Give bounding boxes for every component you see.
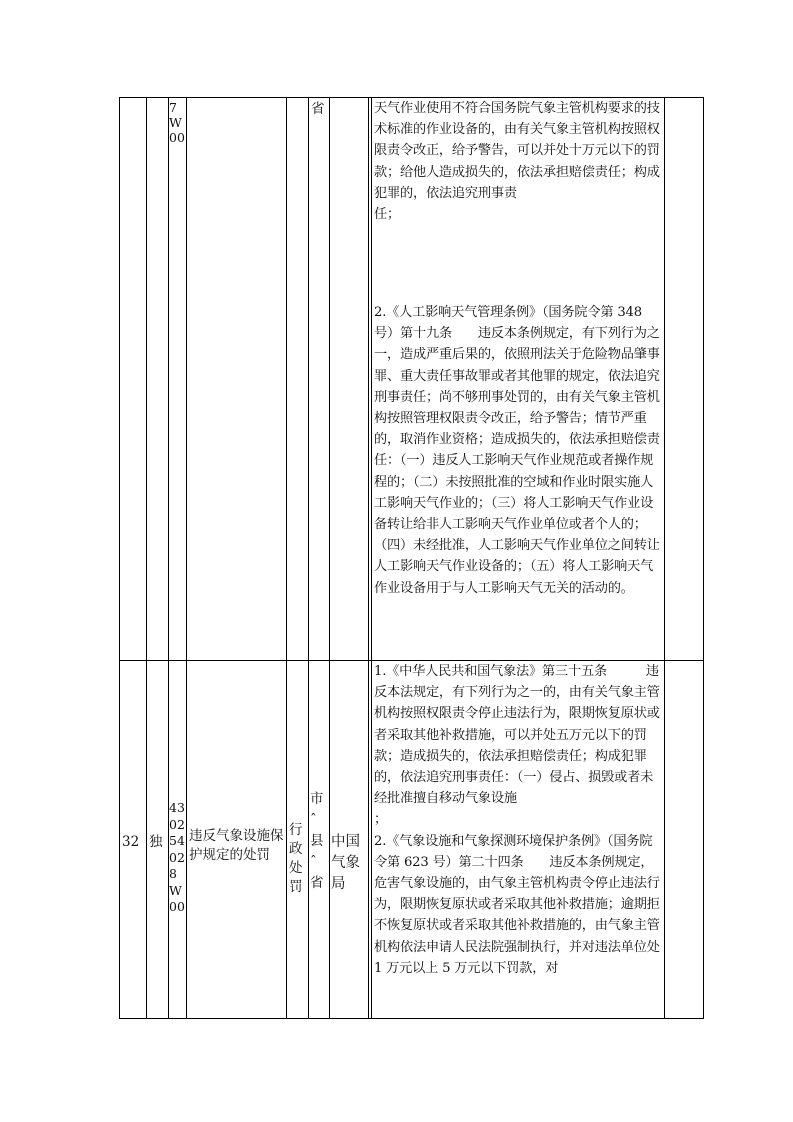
col-line (186, 97, 187, 1019)
legal-basis-part1: 天气作业使用不符合国务院气象主管机构要求的技术标准的作业设备的，由有关气象主管机构按照权限责令改正，给予警告，可以并处十万元以下的罚款；给他人造成损失的，依法承担赔偿责任；构成犯罪的，依法追究刑事责 任； (374, 101, 660, 223)
col-line (703, 97, 704, 1019)
col-line (119, 97, 120, 1019)
row-number: 32 (122, 834, 140, 850)
item-level: 省 (311, 101, 325, 117)
item-name: 违反气象设施保护规定的处罚 (189, 828, 284, 863)
item-code: 430254028W00 (169, 800, 185, 914)
table-bottom-border (119, 1018, 704, 1019)
col-line (664, 97, 665, 1019)
legal-basis-part2: 2.《人工影响天气管理条例》（国务院令第 348 号）第十九条 违反本条例规定，有下列行为之一，造成严重后果的，依照刑法关于危险物品肇事罪、重大责任事故罪或者其他罪的规定，依法追究刑事责任；尚不够刑事处罚的，由有关气象主管机构按照管理权限责令改正，给予警告；情节严重的，取消作业资格；造成损失的，依法承担赔偿责任：（一）违反人工影响天气作业规范或者操作规程的；（二）未按照批准的空域和作业时限实施人工影响天气作业的；（三）将人工影响天气作业设备转让给非人工影响天气作业单位或者个人的；（四）未经批准，人工影响天气作业单位之间转让人工影响天气作业设备的；（五）将人工影响天气作业设备用于与人工影响天气无关的活动的。 (374, 305, 660, 596)
row-type: 独 (149, 834, 163, 850)
col-line (368, 97, 369, 1019)
item-category: 行政处罚 (289, 822, 303, 895)
legal-basis: 1.《中华人民共和国气象法》第三十五条 违反本法规定，有下列行为之一的，由有关气象主管机构按照权限责令停止违法行为，限期恢复原状或者采取其他补救措施，可以并处五万元以下的罚款；造成损失的，依法承担赔偿责任；构成犯罪的，依法追究刑事责任：（一）侵占、损毁或者未经批准擅自移动气象设施 ； 2.《气象设施和气象探测环境保护条例》（国务院令第 623 号）第二十四条 违反本条例规定，危害气象设施的，由气象主管机构责令停止违法行为，限期恢复原状或者采取其他补救措施；逾期拒不恢复原状或者采取其他补救措施的，由气象主管机构依法申请人民法院强制执行，并对违法单位处 1 万元以上 5 万元以下罚款，对 (374, 664, 660, 976)
item-code: 7W00 (169, 100, 185, 145)
col-line (371, 97, 372, 1019)
col-line (286, 97, 287, 1019)
item-department: 中国气象局 (331, 834, 360, 892)
col-line (146, 97, 147, 1019)
col-line (329, 97, 330, 1019)
col-line (308, 97, 309, 1019)
item-level: 市ˆ县ˆ省 (310, 791, 324, 891)
